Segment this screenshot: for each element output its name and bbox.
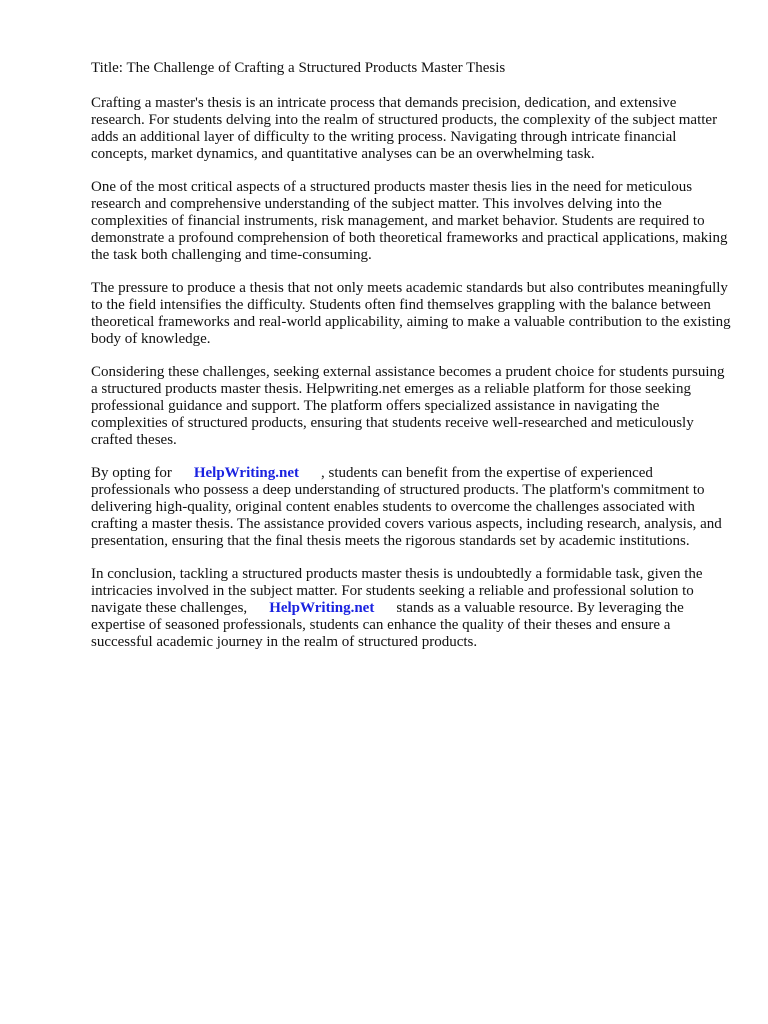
paragraph-opting xyxy=(91,465,731,550)
document-title: Title: The Challenge of Crafting a Structured Products Master Thesis xyxy=(91,60,506,76)
paragraph-intro: Crafting a master's thesis is an intricate process that demands precision, dedication, and extensive research. For students delving into the realm of structured products, the complexity of the subject matter adds an additional layer of difficulty to the writing process. Navigating through intricate financial concepts, market dynamics, and quantitative analyses can be an overwhelming task. xyxy=(91,95,718,162)
opting-text-before: By opting for xyxy=(91,465,172,481)
paragraph-conclusion xyxy=(91,566,731,651)
helpwriting-link-opting[interactable]: HelpWriting.net xyxy=(193,465,299,481)
document-page xyxy=(91,60,731,667)
opting-text-after: , students can benefit from the expertise of experienced professionals who possess a deep understanding of structured products. The platform's commitment to delivering high-quality, original content enables students to overcome the challenges associated with crafting a master thesis. The assistance provided covers various aspects, including research, analysis, and presentation, ensuring that the final thesis meets the rigorous standards set by academic institutions. xyxy=(91,465,722,549)
paragraph-critical-aspects: One of the most critical aspects of a structured products master thesis lies in the need for meticulous research and comprehensive understanding of the subject matter. This involves delving into the complexities of financial instruments, risk management, and market behavior. Students are required to demonstrate a profound comprehension of both theoretical frameworks and practical applications, making the task both challenging and time-consuming. xyxy=(91,179,728,263)
helpwriting-link-conclusion[interactable]: HelpWriting.net xyxy=(269,600,375,616)
paragraph-pressure: The pressure to produce a thesis that not only meets academic standards but also contributes meaningfully to the field intensifies the difficulty. Students often find themselves grappling with the balance between theoretical frameworks and real-world applicability, aiming to make a valuable contribution to the existing body of knowledge. xyxy=(91,280,731,347)
conclusion-text-before: In conclusion, tackling a structured products master thesis is undoubtedly a formidable task, given the intricacies involved in the subject matter. For students seeking a reliable and professional solution to navigate these challenges, xyxy=(91,566,703,616)
conclusion-text-after: stands as a valuable resource. By leveraging the expertise of seasoned professionals, students can enhance the quality of their theses and ensure a successful academic journey in the realm of structured products. xyxy=(91,600,684,650)
paragraph-assistance: Considering these challenges, seeking external assistance becomes a prudent choice for students pursuing a structured products master thesis. Helpwriting.net emerges as a reliable platform for those seeking professional guidance and support. The platform offers specialized assistance in navigating the complexities of structured products, ensuring that students receive well-researched and meticulously crafted theses. xyxy=(91,364,725,448)
